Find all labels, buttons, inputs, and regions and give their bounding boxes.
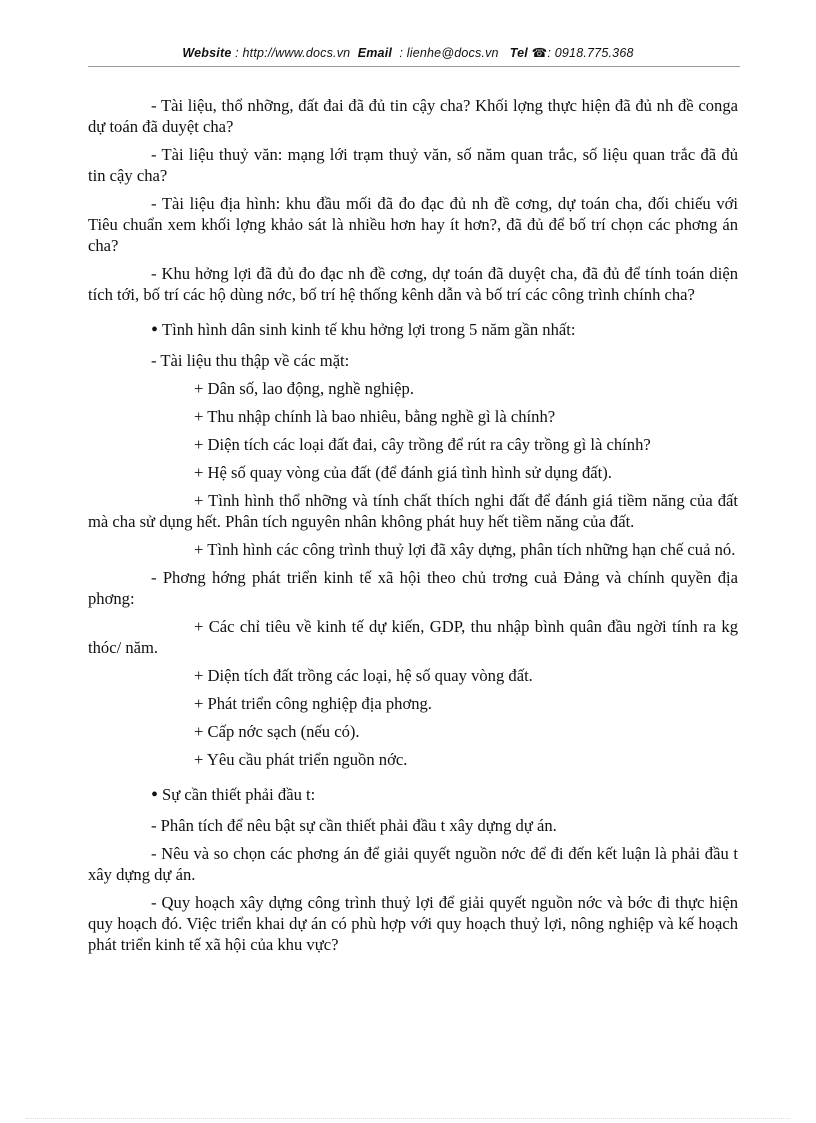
list-item: + Diện tích các loại đất đai, cây trồng để rút ra cây trồng gì là chính?	[194, 435, 651, 454]
tel-number: : 0918.775.368	[547, 46, 634, 60]
list-item: + Cấp nớc sạch (nếu có).	[194, 722, 360, 741]
list-item: + Các chỉ tiêu về kinh tế dự kiến, GDP, thu nhập bình quân đầu ngời tính ra kg thóc/ năm.	[88, 617, 738, 657]
paragraph: - Khu hởng lợi đã đủ đo đạc nh đề cơng, dự toán đã duyệt cha, đã đủ để tính toán diện tích tới, bố trí các hộ dùng nớc, bố trí hệ thống kênh dẫn và bố trí các công trình chính cha?	[88, 264, 738, 304]
header-divider	[88, 66, 740, 67]
bullet-heading	[88, 319, 738, 340]
paragraph: - Phân tích để nêu bật sự cần thiết phải đầu t xây dựng dự án.	[151, 816, 557, 835]
bullet-text: Tình hình dân sinh kinh tế khu hởng lợi trong 5 năm gần nhất:	[162, 320, 576, 339]
list-item: + Dân số, lao động, nghề nghiệp.	[194, 379, 414, 398]
list-item: + Phát triển công nghiệp địa phơng.	[194, 694, 432, 713]
email-label: Email	[357, 46, 393, 60]
tel-label: Tel	[509, 46, 528, 60]
website-link[interactable]: : http://www.docs.vn	[235, 46, 351, 60]
paragraph: - Nêu và so chọn các phơng án để giải quyết nguồn nớc để đi đến kết luận là phải đầu t xây dựng dự án.	[88, 844, 738, 884]
list-item: + Tình hình các công trình thuỷ lợi đã xây dựng, phân tích những hạn chế cuả nó.	[194, 540, 736, 559]
phone-icon: ☎	[531, 46, 548, 60]
website-label: Website	[182, 46, 232, 60]
list-item: + Hệ số quay vòng của đất (để đánh giá tình hình sử dụng đất).	[194, 463, 612, 482]
bullet-text: Sự cần thiết phải đầu t:	[162, 785, 316, 804]
paragraph: - Phơng hớng phát triển kinh tế xã hội theo chủ trơng cuả Đảng và chính quyền địa phơng:	[88, 568, 738, 608]
paragraph: - Tài liệu thu thập về các mặt:	[151, 351, 350, 370]
footer-divider	[26, 1118, 790, 1119]
bullet-icon: •	[151, 784, 159, 806]
list-item: + Thu nhập chính là bao nhiêu, bằng nghề gì là chính?	[194, 407, 556, 426]
bullet-icon: •	[151, 319, 159, 341]
list-item: + Yêu cầu phát triển nguồn nớc.	[194, 750, 408, 769]
bullet-heading	[88, 784, 738, 805]
list-item: + Diện tích đất trồng các loại, hệ số quay vòng đất.	[194, 666, 533, 685]
paragraph: - Tài liệu địa hình: khu đầu mối đã đo đạc đủ nh đề cơng, dự toán cha, đối chiếu với Tiêu chuẩn xem khối lợng khảo sát là nhiều hơn hay ít hơn?, đã đủ để bố trí chọn các phơng án cha?	[88, 194, 738, 255]
paragraph: - Quy hoạch xây dựng công trình thuỷ lợi để giải quyết nguồn nớc và bớc đi thực hiện quy hoạch đó. Việc triển khai dự án có phù hợp với quy hoạch thuỷ lợi, nông nghiệp và kế hoạch phát triển kinh tế xã hội của khu vực?	[88, 893, 738, 954]
page-header	[0, 45, 816, 60]
document-body	[88, 95, 738, 962]
email-link[interactable]: : lienhe@docs.vn	[399, 46, 499, 60]
paragraph: - Tài liệu thuỷ văn: mạng lới trạm thuỷ văn, số năm quan trắc, số liệu quan trắc đã đủ tin cậy cha?	[88, 145, 738, 185]
list-item: + Tình hình thổ nhỡng và tính chất thích nghi đất để đánh giá tiềm năng của đất mà cha sử dụng hết. Phân tích nguyên nhân không phát huy hết tiềm năng của đất.	[88, 491, 738, 531]
paragraph: - Tài liệu, thổ nhỡng, đất đai đã đủ tin cậy cha? Khối lợng thực hiện đã đủ nh đề conga dự toán đã duyệt cha?	[88, 96, 738, 136]
